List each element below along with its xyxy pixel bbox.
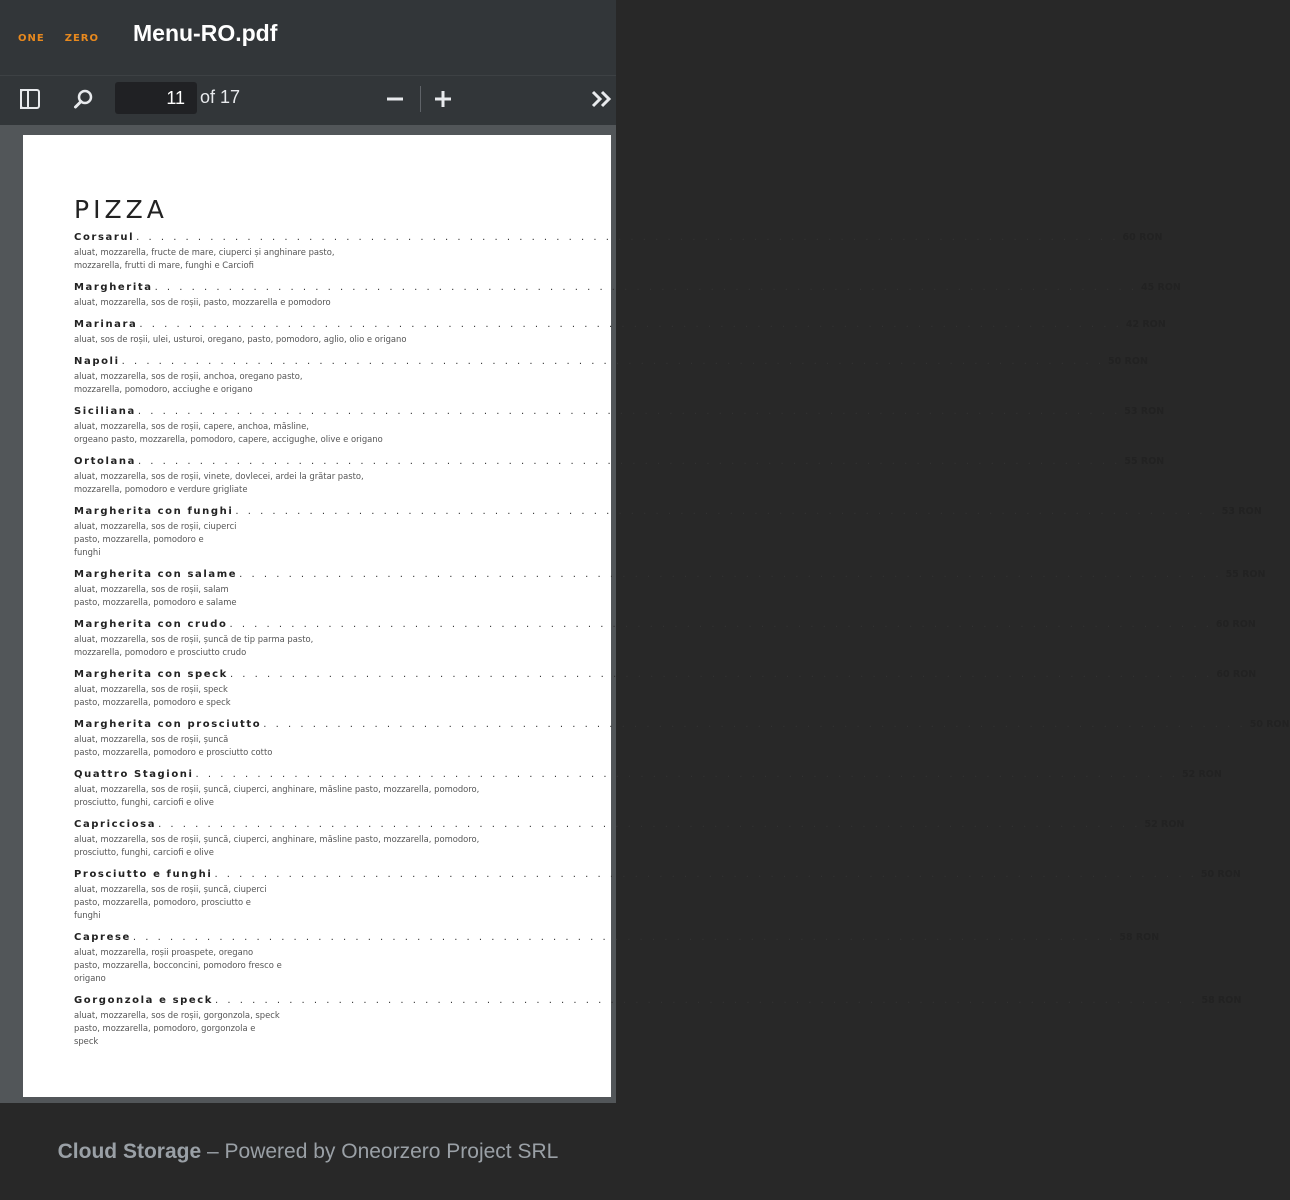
menu-item-description: mozzarella, pomodoro e verdure grigliate xyxy=(74,484,248,494)
dot-leader: . . . . . . . . . . . . . . . . . . . . . . . . . . . . . . . . . . . . . . . . . . . . . . . . . . . . . . . . . . . . . . . . . . . . . . . . . . . . . . . . xyxy=(235,506,1218,517)
menu-item-name: Napoli xyxy=(74,356,120,367)
menu-item-name: Capricciosa xyxy=(74,819,157,830)
toolbar-divider xyxy=(420,86,421,112)
menu-item-description: aluat, mozzarella, sos de roșii, speck xyxy=(74,684,228,694)
menu-item-header xyxy=(74,282,1181,296)
pdf-viewer[interactable] xyxy=(0,125,1290,1103)
menu-item-name: Margherita con crudo xyxy=(74,619,228,630)
dot-leader: . . . . . . . . . . . . . . . . . . . . . . . . . . . . . . . . . . . . . . . . . . . . . . . . . . . . . . . . . . . . . . . . . . . . . . . . . . . . . . . . xyxy=(229,619,1212,630)
menu-item xyxy=(74,406,1165,446)
menu-item-name: Caprese xyxy=(74,932,131,943)
menu-item-header xyxy=(74,319,1166,333)
menu-item xyxy=(74,932,1160,985)
menu-item-description: prosciutto, funghi, carciofi e olive xyxy=(74,847,214,857)
menu-item-description: aluat, mozzarella, sos de roșii, șuncă, ciuperci, anghinare, măsline pasto, mozzarella, pomodoro, xyxy=(74,784,480,794)
menu-item-description: aluat, mozzarella, sos de roșii, șuncă, ciuperci, anghinare, măsline pasto, mozzarella, pomodoro, xyxy=(74,834,480,844)
menu-item-name: Quattro Stagioni xyxy=(74,769,194,780)
dot-leader: . . . . . . . . . . . . . . . . . . . . . . . . . . . . . . . . . . . . . . . . . . . . . . . . . . . . . . . . . . . . . . . . . . . . . . . . . . . . . . . . xyxy=(137,406,1121,417)
menu-item-price: 52 RON xyxy=(1181,769,1222,780)
dot-leader: . . . . . . . . . . . . . . . . . . . . . . . . . . . . . . . . . . . . . . . . . . . . . . . . . . . . . . . . . . . . . . . . . . . . . . . . . . . . . . . . xyxy=(137,456,1121,467)
menu-item-description: funghi xyxy=(74,910,101,920)
menu-item-price: 50 RON xyxy=(1108,356,1148,367)
menu-item-description: aluat, mozzarella, sos de roșii, salam xyxy=(74,584,229,594)
menu-item-header xyxy=(74,669,1257,683)
menu-item-name: Margherita xyxy=(74,282,153,293)
app-logo[interactable] xyxy=(18,33,99,44)
menu-item-description: speck xyxy=(74,1036,99,1046)
dot-leader: . . . . . . . . . . . . . . . . . . . . . . . . . . . . . . . . . . . . . . . . . . . . . . . . . . . . . . . . . . . . . . . . . . . . . . . . . . . . . . . . xyxy=(239,569,1222,580)
menu-item-price: 50 RON xyxy=(1200,869,1241,880)
menu-item-description: pasto, mozzarella, pomodoro, prosciutto e xyxy=(74,897,251,907)
menu-item-description: pasto, mozzarella, pomodoro e xyxy=(74,534,204,544)
menu-item-description: funghi xyxy=(74,547,101,557)
search-icon[interactable] xyxy=(66,81,102,117)
menu-item-price: 58 RON xyxy=(1119,932,1160,943)
menu-item-description: aluat, mozzarella, sos de roșii, anchoa, oregano pasto, xyxy=(74,371,303,381)
menu-item-description: orgeano pasto, mozzarella, pomodoro, capere, accigughe, olive e origano xyxy=(74,434,383,444)
menu-item-header xyxy=(74,619,1256,633)
menu-item-name: Ortolana xyxy=(74,456,136,467)
plus-icon xyxy=(433,89,453,109)
page-number-input[interactable]: 11 xyxy=(115,82,197,114)
section-title: PIZZA xyxy=(74,195,168,224)
menu-item-header xyxy=(74,819,1185,833)
menu-item-price: 55 RON xyxy=(1124,456,1165,467)
dot-leader: . . . . . . . . . . . . . . . . . . . . . . . . . . . . . . . . . . . . . . . . . . . . . . . . . . . . . . . . . . . . . . . . . . . . . . . . . . . . . . . . xyxy=(214,869,1197,880)
menu-item-header xyxy=(74,232,1163,246)
menu-item xyxy=(74,995,1242,1048)
menu-item xyxy=(74,506,1262,559)
menu-item-price: 42 RON xyxy=(1125,319,1166,330)
menu-item-description: aluat, mozzarella, sos de roșii, șuncă de tip parma pasto, xyxy=(74,634,314,644)
menu-item xyxy=(74,569,1266,609)
menu-item-name: Margherita con funghi xyxy=(74,506,234,517)
menu-item-price: 60 RON xyxy=(1122,232,1163,243)
menu-item-price: 50 RON xyxy=(1249,719,1290,730)
dot-leader: . . . . . . . . . . . . . . . . . . . . . . . . . . . . . . . . . . . . . . . . . . . . . . . . . . . . . . . . . . . . . . . . . . . . . . . . . . . . . . . . xyxy=(263,719,1246,730)
menu-item-name: Gorgonzola e speck xyxy=(74,995,214,1006)
minus-icon xyxy=(385,89,405,109)
menu-item-price: 60 RON xyxy=(1215,619,1256,630)
menu-item-description: aluat, mozzarella, sos de roșii, șuncă xyxy=(74,734,229,744)
footer-brand: Cloud Storage xyxy=(57,1139,202,1163)
dot-leader: . . . . . . . . . . . . . . . . . . . . . . . . . . . . . . . . . . . . . . . . . . . . . . . . . . . . . . . . . . . . . . . . . . . . . . . . . . . . . . . . xyxy=(139,319,1122,330)
menu-item-name: Corsarul xyxy=(74,232,135,243)
logo-one: ONE xyxy=(18,33,45,44)
dot-leader: . . . . . . . . . . . . . . . . . . . . . . . . . . . . . . . . . . . . . . . . . . . . . . . . . . . . . . . . . . . . . . . . . . . . . . . . . . . . . . . . xyxy=(121,356,1105,367)
menu-item-price: 53 RON xyxy=(1221,506,1262,517)
pdf-page xyxy=(23,135,1290,1097)
menu-item-name: Margherita con salame xyxy=(74,569,238,580)
menu-item-header xyxy=(74,719,1290,733)
menu-item-price: 55 RON xyxy=(1225,569,1266,580)
menu-list xyxy=(74,232,1290,1058)
menu-item-header xyxy=(74,569,1266,583)
menu-item-description: prosciutto, funghi, carciofi e olive xyxy=(74,797,214,807)
menu-item-name: Margherita con prosciutto xyxy=(74,719,262,730)
menu-item-name: Prosciutto e funghi xyxy=(74,869,213,880)
menu-item-name: Margherita con speck xyxy=(74,669,228,680)
dot-leader: . . . . . . . . . . . . . . . . . . . . . . . . . . . . . . . . . . . . . . . . . . . . . . . . . . . . . . . . . . . . . . . . . . . . . . . . . . . . . . . . xyxy=(195,769,1178,780)
menu-item-description: mozzarella, pomodoro e prosciutto crudo xyxy=(74,647,247,657)
menu-item-description: pasto, mozzarella, pomodoro, gorgonzola e xyxy=(74,1023,256,1033)
menu-item-description: aluat, mozzarella, sos de roșii, șuncă, ciuperci xyxy=(74,884,267,894)
menu-item xyxy=(74,719,1290,759)
logo-zero: ZERO xyxy=(64,33,99,44)
document-title: Menu-RO.pdf xyxy=(133,20,278,46)
menu-item-description: aluat, sos de roșii, ulei, usturoi, oregano, pasto, pomodoro, aglio, olio e origano xyxy=(74,334,407,344)
menu-item-price: 52 RON xyxy=(1144,819,1185,830)
menu-item-description: origano xyxy=(74,973,106,983)
menu-item-price: 58 RON xyxy=(1201,995,1242,1006)
menu-item xyxy=(74,769,1222,809)
menu-item-description: aluat, mozzarella, fructe de mare, ciuperci și anghinare pasto, xyxy=(74,247,335,257)
more-options-icon[interactable] xyxy=(584,81,616,117)
menu-item-header xyxy=(74,406,1165,420)
menu-item xyxy=(74,456,1165,496)
dot-leader: . . . . . . . . . . . . . . . . . . . . . . . . . . . . . . . . . . . . . . . . . . . . . . . . . . . . . . . . . . . . . . . . . . . . . . . . . . . . . . . . xyxy=(136,232,1119,243)
menu-item xyxy=(74,669,1257,709)
zoom-in-button[interactable] xyxy=(425,81,461,117)
menu-item-description: pasto, mozzarella, pomodoro e speck xyxy=(74,697,231,707)
menu-item-description: pasto, mozzarella, pomodoro e prosciutto cotto xyxy=(74,747,273,757)
menu-item-description: pasto, mozzarella, pomodoro e salame xyxy=(74,597,237,607)
footer-text: – Powered by Oneorzero Project SRL xyxy=(201,1139,559,1163)
menu-item-description: aluat, mozzarella, sos de roșii, capere, anchoa, măsline, xyxy=(74,421,309,431)
menu-item-header xyxy=(74,769,1222,783)
menu-item xyxy=(74,869,1241,922)
menu-item-header xyxy=(74,356,1148,370)
menu-item xyxy=(74,282,1181,309)
footer xyxy=(0,1103,616,1200)
dot-leader: . . . . . . . . . . . . . . . . . . . . . . . . . . . . . . . . . . . . . . . . . . . . . . . . . . . . . . . . . . . . . . . . . . . . . . . . . . . . . . . . xyxy=(158,819,1141,830)
sidebar-toggle-icon[interactable] xyxy=(12,81,48,117)
menu-item-header xyxy=(74,932,1160,946)
menu-item-description: mozzarella, pomodoro, acciughe e origano xyxy=(74,384,253,394)
menu-item-description: aluat, mozzarella, sos de roșii, vinete, dovlecei, ardei la grătar pasto, xyxy=(74,471,364,481)
menu-item-header xyxy=(74,869,1241,883)
zoom-out-button[interactable] xyxy=(377,81,413,117)
menu-item-price: 60 RON xyxy=(1216,669,1257,680)
menu-item-name: Marinara xyxy=(74,319,138,330)
menu-item-header xyxy=(74,456,1165,470)
dot-leader: . . . . . . . . . . . . . . . . . . . . . . . . . . . . . . . . . . . . . . . . . . . . . . . . . . . . . . . . . . . . . . . . . . . . . . . . . . . . . . . . xyxy=(229,669,1213,680)
dot-leader: . . . . . . . . . . . . . . . . . . . . . . . . . . . . . . . . . . . . . . . . . . . . . . . . . . . . . . . . . . . . . . . . . . . . . . . . . . . . . . . . xyxy=(132,932,1116,943)
menu-item-price: 53 RON xyxy=(1124,406,1165,417)
menu-item-description: aluat, mozzarella, roșii proaspete, oregano xyxy=(74,947,254,957)
menu-item xyxy=(74,819,1185,859)
title-bar xyxy=(0,0,616,75)
dot-leader: . . . . . . . . . . . . . . . . . . . . . . . . . . . . . . . . . . . . . . . . . . . . . . . . . . . . . . . . . . . . . . . . . . . . . . . . . . . . . . . . xyxy=(215,995,1198,1006)
menu-item-description: pasto, mozzarella, bocconcini, pomodoro fresco e xyxy=(74,960,282,970)
menu-item xyxy=(74,319,1166,346)
page-count: of 17 xyxy=(200,87,241,107)
dot-leader: . . . . . . . . . . . . . . . . . . . . . . . . . . . . . . . . . . . . . . . . . . . . . . . . . . . . . . . . . . . . . . . . . . . . . . . . . . . . . . . . xyxy=(154,282,1137,293)
menu-item-price: 45 RON xyxy=(1141,282,1181,293)
menu-item xyxy=(74,619,1256,659)
menu-item-description: aluat, mozzarella, sos de roșii, gorgonzola, speck xyxy=(74,1010,280,1020)
menu-item-header xyxy=(74,995,1242,1009)
menu-item xyxy=(74,232,1163,272)
menu-item-description: mozzarella, frutti di mare, funghi e Carciofi xyxy=(74,260,254,270)
menu-item-name: Siciliana xyxy=(74,406,136,417)
menu-item xyxy=(74,356,1148,396)
menu-item-description: aluat, mozzarella, sos de roșii, pasto, mozzarella e pomodoro xyxy=(74,297,331,307)
menu-item-header xyxy=(74,506,1262,520)
menu-item-description: aluat, mozzarella, sos de roșii, ciuperci xyxy=(74,521,237,531)
